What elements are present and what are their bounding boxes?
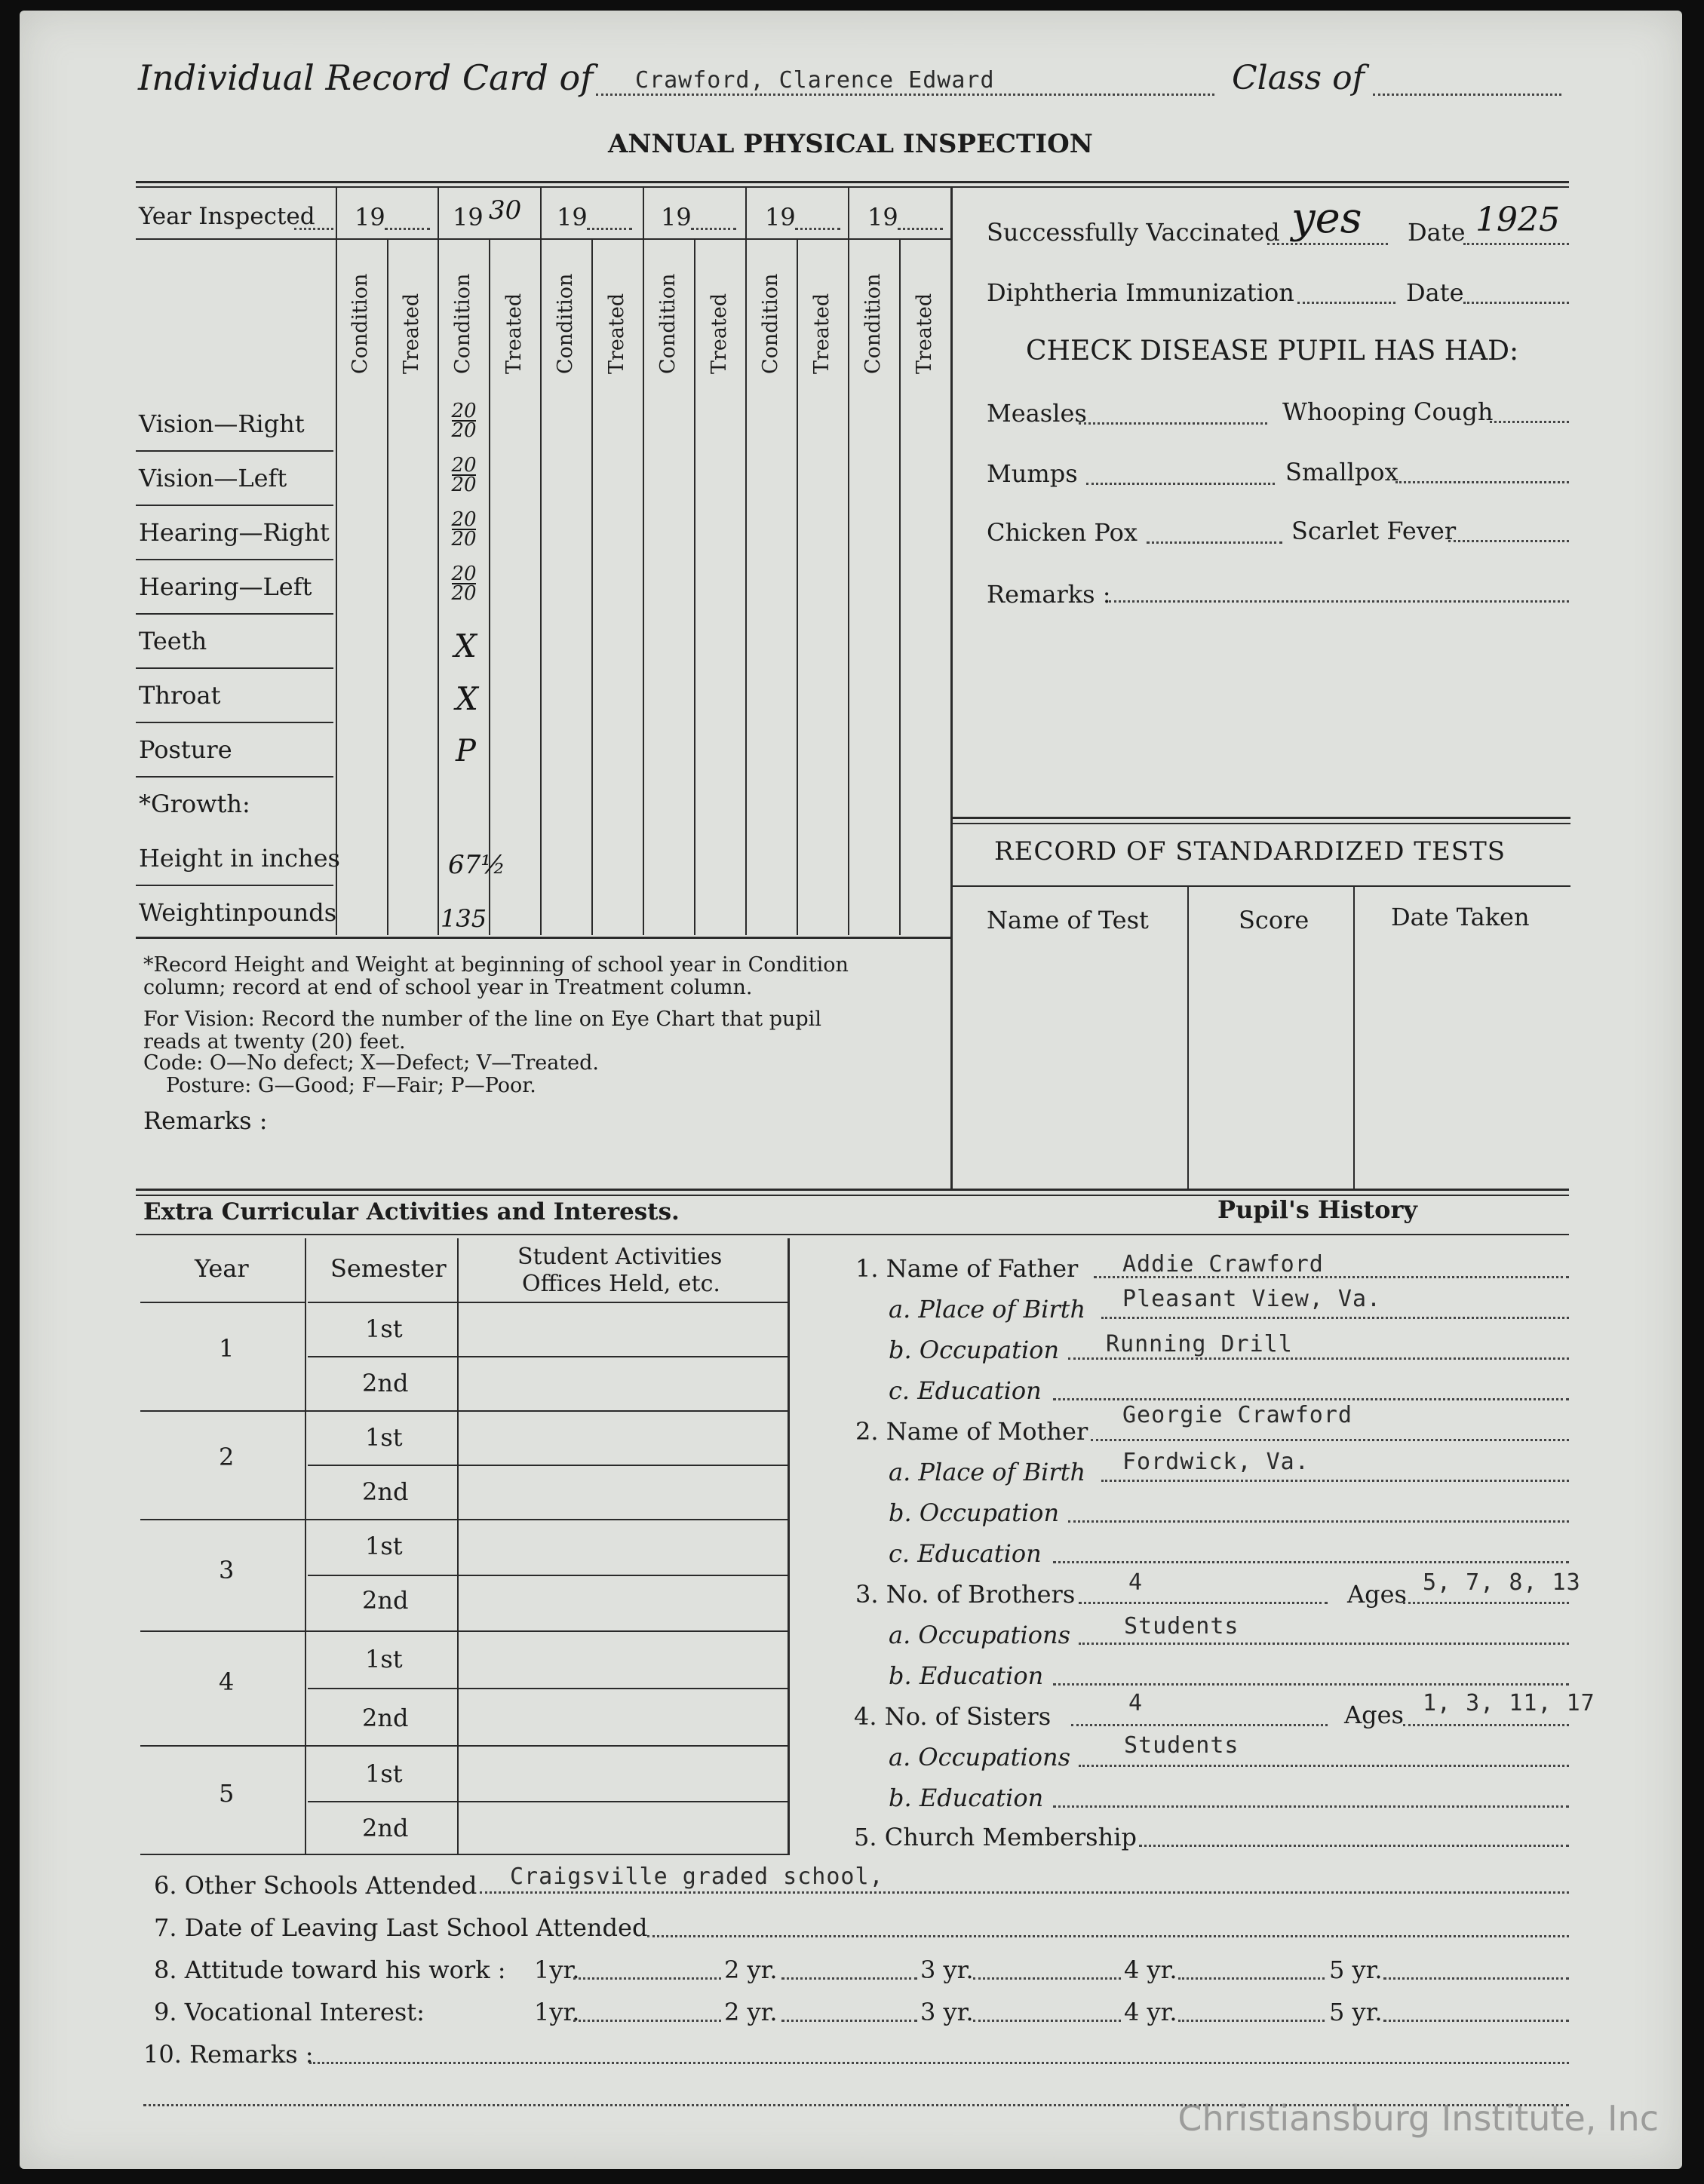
row-label: Hearing—Left bbox=[139, 572, 312, 601]
attitude-yr3: 3 yr. bbox=[920, 1955, 974, 1984]
row-label: Vision—Left bbox=[139, 464, 287, 492]
row-line bbox=[136, 722, 333, 723]
year-2: 19 bbox=[453, 203, 484, 232]
diphtheria-label: Diphtheria Immunization bbox=[987, 278, 1294, 307]
act-year: 1 bbox=[219, 1334, 235, 1363]
father-birth-label: a. Place of Birth bbox=[889, 1295, 1086, 1324]
act-v bbox=[457, 1238, 459, 1855]
year-dots bbox=[587, 228, 632, 230]
brothers-label: 3. No. of Brothers bbox=[855, 1580, 1076, 1609]
history-title: Pupil's History bbox=[1217, 1195, 1417, 1224]
attitude-yr4: 4 yr. bbox=[1124, 1955, 1177, 1984]
note-line: column; record at end of school year in Treatment column. bbox=[143, 976, 753, 999]
col-treated: Treated bbox=[605, 293, 628, 374]
mother-birth-label: a. Place of Birth bbox=[889, 1458, 1086, 1486]
act-year: 2 bbox=[219, 1443, 235, 1471]
brothers-value: 4 bbox=[1128, 1569, 1144, 1596]
year-3: 19 bbox=[557, 203, 588, 232]
sisters-value: 4 bbox=[1128, 1690, 1144, 1716]
height-entry: 67½ bbox=[448, 850, 506, 880]
act-sem: 2nd bbox=[362, 1369, 409, 1397]
row-label: Weightinpounds bbox=[139, 898, 337, 927]
grid-v bbox=[438, 187, 439, 935]
vaccinated-date-label: Date bbox=[1408, 218, 1466, 247]
diphtheria-date-label: Date bbox=[1406, 278, 1464, 307]
act-line bbox=[308, 1688, 788, 1689]
row-line bbox=[136, 776, 333, 778]
class-line bbox=[1373, 94, 1561, 96]
act-sem: 1st bbox=[365, 1645, 403, 1673]
vocational-label: 9. Vocational Interest: bbox=[154, 1998, 425, 2026]
class-label: Class of bbox=[1232, 59, 1365, 97]
row-label: *Growth: bbox=[139, 790, 250, 818]
vocational-yr5: 5 yr. bbox=[1329, 1998, 1383, 2026]
row-label: Hearing—Right bbox=[139, 518, 330, 547]
history-line bbox=[1094, 1276, 1569, 1278]
disease-whooping: Whooping Cough bbox=[1282, 397, 1494, 426]
table-bottom-line bbox=[136, 937, 952, 939]
year-6: 19 bbox=[867, 203, 898, 232]
act-line bbox=[308, 1465, 788, 1466]
act-sem: 2nd bbox=[362, 1477, 409, 1506]
disease-remarks-label: Remarks : bbox=[987, 580, 1111, 609]
col-condition: Condition bbox=[554, 273, 577, 374]
hearing-left-entry: 20 20 bbox=[451, 563, 477, 605]
bottom-line bbox=[973, 1977, 1121, 1980]
act-line bbox=[308, 1575, 788, 1576]
grid-v bbox=[387, 240, 388, 935]
act-line bbox=[140, 1519, 788, 1520]
bottom-line bbox=[1178, 1977, 1325, 1980]
tests-col-divider bbox=[1187, 887, 1189, 1189]
bottom-line bbox=[1383, 1977, 1569, 1980]
note-line: Code: O—No defect; X—Defect; V—Treated. bbox=[143, 1051, 599, 1075]
tests-col-date: Date Taken bbox=[1391, 903, 1530, 931]
brothers-edu-label: b. Education bbox=[889, 1661, 1044, 1690]
mother-edu-label: c. Education bbox=[889, 1539, 1042, 1568]
history-line bbox=[1053, 1683, 1569, 1686]
brothers-ages-label: Ages bbox=[1347, 1580, 1407, 1609]
col-condition: Condition bbox=[759, 273, 782, 374]
mumps-line bbox=[1086, 483, 1275, 485]
grid-v bbox=[591, 240, 593, 935]
history-line bbox=[1403, 1724, 1569, 1726]
note-line: For Vision: Record the number of the line on Eye Chart that pupil bbox=[143, 1008, 821, 1031]
grid-v bbox=[694, 240, 695, 935]
grid-v bbox=[540, 187, 542, 935]
history-line bbox=[1071, 1724, 1328, 1726]
card-title: Individual Record Card of bbox=[138, 57, 594, 98]
other-schools-value: Craigsville graded school, bbox=[510, 1863, 884, 1890]
church-label: 5. Church Membership bbox=[854, 1823, 1137, 1851]
row-label: Vision—Right bbox=[139, 410, 305, 438]
year-dots bbox=[691, 228, 736, 230]
grid-v bbox=[745, 187, 747, 935]
row-line bbox=[136, 613, 333, 615]
act-sem: 2nd bbox=[362, 1586, 409, 1615]
history-line bbox=[1053, 1398, 1569, 1400]
father-occ-value: Running Drill bbox=[1106, 1331, 1293, 1357]
act-col-year: Year bbox=[195, 1254, 249, 1283]
bottom-line bbox=[573, 2020, 721, 2022]
grid-v bbox=[899, 240, 901, 935]
diphtheria-line bbox=[1297, 302, 1395, 304]
year-4: 19 bbox=[661, 203, 692, 232]
mother-occ-label: b. Occupation bbox=[889, 1498, 1060, 1527]
year-row-line bbox=[136, 238, 952, 240]
other-schools-label: 6. Other Schools Attended bbox=[154, 1871, 477, 1900]
history-line bbox=[1139, 1845, 1569, 1847]
col-treated: Treated bbox=[400, 293, 423, 374]
act-sem: 1st bbox=[365, 1759, 403, 1788]
disease-scarlet: Scarlet Fever bbox=[1291, 517, 1457, 545]
vaccinated-label: Successfully Vaccinated bbox=[987, 218, 1280, 247]
sisters-occ-value: Students bbox=[1124, 1732, 1239, 1759]
act-line bbox=[308, 1801, 788, 1802]
physical-title: ANNUAL PHYSICAL INSPECTION bbox=[608, 129, 1093, 159]
bottom-line bbox=[1178, 2020, 1325, 2022]
act-line bbox=[308, 1356, 788, 1357]
col-treated: Treated bbox=[810, 293, 834, 374]
bottom-line bbox=[480, 1891, 1569, 1894]
col-treated: Treated bbox=[708, 293, 731, 374]
year-dots bbox=[795, 228, 840, 230]
disease-smallpox: Smallpox bbox=[1285, 458, 1399, 486]
mother-label: 2. Name of Mother bbox=[855, 1417, 1088, 1446]
activities-rule bbox=[136, 1234, 1569, 1235]
row-label: Height in inches bbox=[139, 844, 340, 873]
father-value: Addie Crawford bbox=[1122, 1251, 1324, 1278]
row-label: Throat bbox=[139, 681, 221, 710]
smallpox-line bbox=[1395, 481, 1569, 483]
history-line bbox=[1101, 1317, 1569, 1319]
bottom-line bbox=[573, 1977, 721, 1980]
attitude-yr5: 5 yr. bbox=[1329, 1955, 1383, 1984]
act-col-activities-1: Student Activities bbox=[517, 1244, 723, 1270]
teeth-entry: X bbox=[454, 627, 477, 664]
act-sem: 1st bbox=[365, 1532, 403, 1560]
row-line bbox=[136, 667, 333, 669]
note-line: *Record Height and Weight at beginning of school year in Condition bbox=[143, 953, 849, 977]
act-line bbox=[140, 1745, 788, 1747]
year-1: 19 bbox=[355, 203, 385, 232]
father-label: 1. Name of Father bbox=[855, 1254, 1079, 1283]
brothers-occ-label: a. Occupations bbox=[889, 1621, 1071, 1649]
act-sem: 1st bbox=[365, 1423, 403, 1452]
year-inspected-label: Year Inspected bbox=[139, 203, 315, 230]
bottom-line bbox=[781, 1977, 917, 1980]
bottom-line bbox=[781, 2020, 917, 2022]
disease-measles: Measles bbox=[987, 399, 1087, 428]
disease-remarks-line bbox=[1109, 600, 1569, 603]
sisters-label: 4. No. of Sisters bbox=[854, 1702, 1052, 1731]
row-line bbox=[136, 450, 333, 452]
row-line bbox=[136, 559, 333, 560]
tests-col-score: Score bbox=[1239, 906, 1309, 934]
act-line bbox=[140, 1854, 788, 1855]
vision-left-entry: 20 20 bbox=[451, 454, 477, 496]
throat-entry: X bbox=[456, 680, 478, 717]
tests-col-divider bbox=[1353, 887, 1355, 1189]
history-line bbox=[1053, 1805, 1569, 1808]
sisters-ages-value: 1, 3, 11, 17 bbox=[1423, 1690, 1595, 1716]
tests-top-rule-2 bbox=[952, 823, 1570, 824]
sisters-occ-label: a. Occupations bbox=[889, 1743, 1071, 1771]
grid-v bbox=[489, 240, 490, 935]
act-year: 5 bbox=[219, 1779, 235, 1808]
act-sem: 2nd bbox=[362, 1814, 409, 1842]
vaccinated-line bbox=[1267, 243, 1388, 245]
disease-mumps: Mumps bbox=[987, 459, 1078, 488]
bottom-line bbox=[309, 2062, 1569, 2064]
chickenpox-line bbox=[1147, 541, 1282, 544]
grid-v bbox=[336, 187, 337, 935]
vaccinated-date-line bbox=[1463, 243, 1569, 245]
bottom-line bbox=[1383, 2020, 1569, 2022]
diphtheria-date-line bbox=[1463, 302, 1569, 304]
physical-remarks-label: Remarks : bbox=[143, 1106, 268, 1135]
vaccinated-date-value: 1925 bbox=[1475, 201, 1560, 239]
watermark: Christiansburg Institute, Inc bbox=[1177, 2098, 1659, 2139]
top-rule bbox=[136, 181, 1569, 183]
history-line bbox=[1079, 1602, 1328, 1604]
father-occ-label: b. Occupation bbox=[889, 1336, 1060, 1364]
col-treated: Treated bbox=[502, 293, 526, 374]
act-v bbox=[788, 1238, 790, 1855]
note-line: reads at twenty (20) feet. bbox=[143, 1030, 406, 1054]
col-condition: Condition bbox=[656, 273, 680, 374]
disease-chickenpox: Chicken Pox bbox=[987, 518, 1138, 547]
history-line bbox=[1403, 1602, 1569, 1604]
vocational-yr3: 3 yr. bbox=[920, 1998, 974, 2026]
act-sem: 2nd bbox=[362, 1704, 409, 1732]
attitude-label: 8. Attitude toward his work : bbox=[154, 1955, 506, 1984]
vision-right-entry: 20 20 bbox=[451, 400, 477, 442]
bottom-line bbox=[973, 2020, 1121, 2022]
act-sem: 1st bbox=[365, 1314, 403, 1343]
bottom-line bbox=[647, 1935, 1569, 1937]
act-col-activities-2: Offices Held, etc. bbox=[522, 1271, 720, 1297]
posture-entry: P bbox=[456, 734, 476, 768]
act-line bbox=[140, 1410, 788, 1412]
vocational-yr2: 2 yr. bbox=[724, 1998, 778, 2026]
measles-line bbox=[1079, 422, 1267, 425]
activities-title: Extra Curricular Activities and Interests. bbox=[143, 1198, 680, 1225]
history-line bbox=[1079, 1643, 1569, 1645]
col-condition: Condition bbox=[861, 273, 885, 374]
history-line bbox=[1101, 1480, 1569, 1482]
tests-header-rule bbox=[952, 885, 1570, 887]
act-line bbox=[140, 1630, 788, 1632]
top-rule-2 bbox=[136, 186, 1569, 188]
student-name: Crawford, Clarence Edward bbox=[635, 67, 995, 94]
act-v bbox=[305, 1238, 306, 1855]
history-line bbox=[1068, 1520, 1569, 1523]
year-2-filled: 30 bbox=[489, 195, 522, 225]
mother-birth-value: Fordwick, Va. bbox=[1122, 1449, 1309, 1475]
year-dots bbox=[385, 228, 430, 230]
grid-v-main bbox=[950, 187, 953, 1190]
history-line bbox=[1053, 1561, 1569, 1563]
father-birth-value: Pleasant View, Va. bbox=[1122, 1286, 1382, 1312]
whooping-line bbox=[1490, 421, 1569, 423]
mid-rule bbox=[136, 1189, 1569, 1191]
sisters-edu-label: b. Education bbox=[889, 1784, 1044, 1812]
brothers-ages-value: 5, 7, 8, 13 bbox=[1423, 1569, 1581, 1596]
history-line bbox=[1091, 1439, 1569, 1441]
row-label: Posture bbox=[139, 735, 232, 764]
act-col-semester: Semester bbox=[330, 1254, 447, 1283]
scarlet-line bbox=[1448, 540, 1569, 542]
attitude-yr2: 2 yr. bbox=[724, 1955, 778, 1984]
act-year: 3 bbox=[219, 1556, 235, 1584]
attitude-yr1: 1yr. bbox=[534, 1955, 580, 1984]
tests-col-name: Name of Test bbox=[987, 906, 1149, 934]
vocational-yr4: 4 yr. bbox=[1124, 1998, 1177, 2026]
history-line bbox=[1079, 1765, 1569, 1767]
act-line bbox=[140, 1302, 305, 1303]
history-line bbox=[1068, 1357, 1569, 1360]
tests-top-rule bbox=[952, 817, 1570, 819]
vocational-yr1: 1yr. bbox=[534, 1998, 580, 2026]
col-treated: Treated bbox=[913, 293, 936, 374]
note-line: Posture: G—Good; F—Fair; P—Poor. bbox=[166, 1074, 536, 1097]
col-condition: Condition bbox=[348, 273, 372, 374]
col-condition: Condition bbox=[451, 273, 474, 374]
mother-value: Georgie Crawford bbox=[1122, 1402, 1352, 1428]
name-line bbox=[596, 94, 1214, 96]
year-dots bbox=[294, 228, 333, 230]
father-edu-label: c. Education bbox=[889, 1376, 1042, 1405]
brothers-occ-value: Students bbox=[1124, 1613, 1239, 1640]
row-line bbox=[136, 885, 333, 886]
row-line bbox=[136, 505, 333, 506]
grid-v bbox=[797, 240, 798, 935]
date-leaving-label: 7. Date of Leaving Last School Attended bbox=[154, 1913, 648, 1942]
row-label: Teeth bbox=[139, 627, 207, 655]
sisters-ages-label: Ages bbox=[1344, 1701, 1404, 1729]
weight-entry: 135 bbox=[441, 904, 487, 933]
grid-v bbox=[848, 187, 849, 935]
grid-v bbox=[643, 187, 644, 935]
act-year: 4 bbox=[219, 1667, 235, 1696]
tests-title: RECORD OF STANDARDIZED TESTS bbox=[994, 836, 1506, 867]
disease-title: CHECK DISEASE PUPIL HAS HAD: bbox=[1026, 336, 1519, 367]
year-5: 19 bbox=[765, 203, 796, 232]
year-dots bbox=[898, 228, 943, 230]
act-line bbox=[308, 1302, 788, 1303]
vaccinated-value: yes bbox=[1291, 194, 1362, 243]
hearing-right-entry: 20 20 bbox=[451, 508, 477, 551]
final-remarks-label: 10. Remarks : bbox=[143, 2040, 314, 2069]
